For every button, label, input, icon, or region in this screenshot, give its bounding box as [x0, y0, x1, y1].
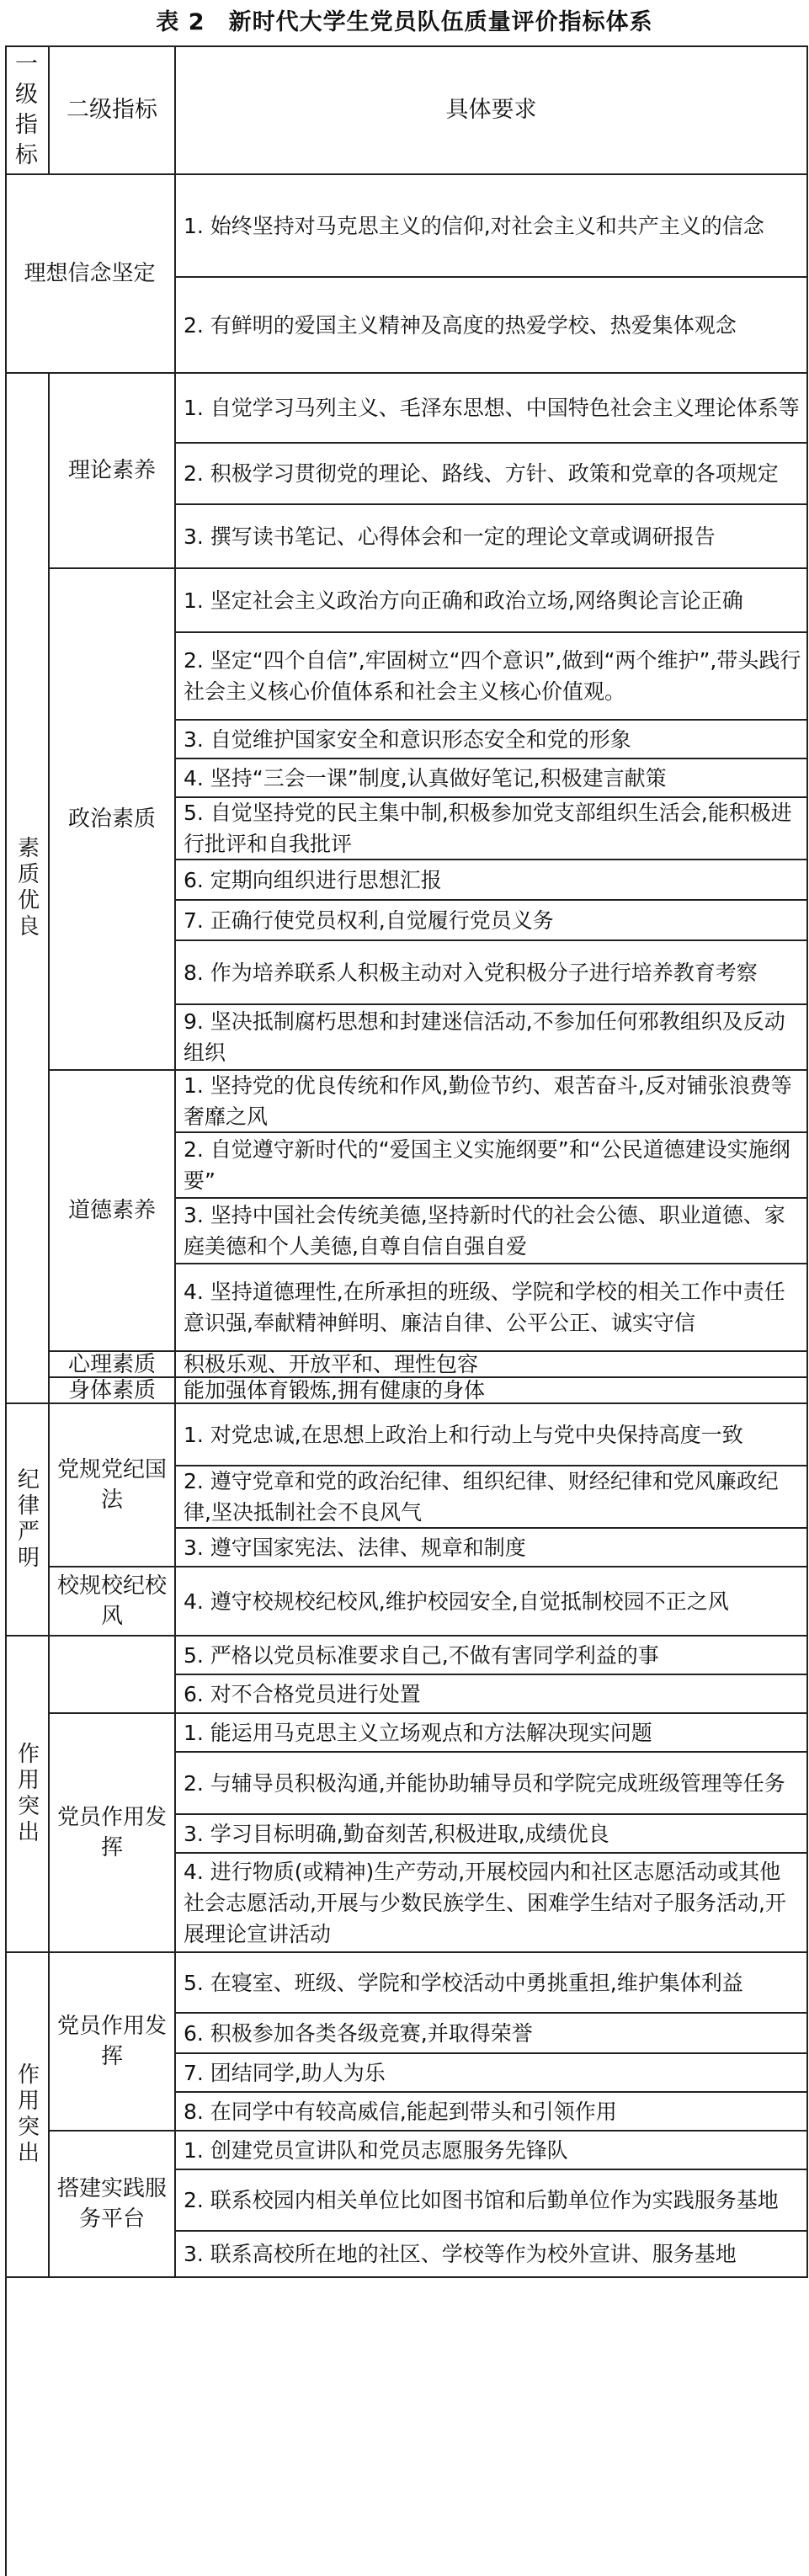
- requirement-cell: [176, 1953, 808, 2014]
- level1-cell: [5, 175, 176, 374]
- header-requirement: [176, 47, 808, 175]
- requirement-text: 1. 坚持党的优良传统和作风,勤俭节约、艰苦奋斗,反对铺张浪费等奢靡之风: [184, 1073, 792, 1129]
- requirement-cell: [176, 2132, 808, 2170]
- level1-cell: [5, 374, 50, 1404]
- requirement-cell: [176, 1753, 808, 1815]
- level2-cell: [50, 1953, 176, 2132]
- level2-label: 道德素养: [67, 1198, 156, 1223]
- requirement-text: 3. 联系高校所在地的社区、学校等作为校外宣讲、服务基地: [184, 2242, 737, 2266]
- requirement-cell: [176, 721, 808, 759]
- requirement-text: 3. 遵守国家宪法、法律、规章和制度: [184, 1535, 526, 1560]
- requirement-text: 3. 撰写读书笔记、心得体会和一定的理论文章或调研报告: [184, 524, 716, 549]
- requirement-cell: [176, 1714, 808, 1753]
- level2-label: 心理素质: [67, 1352, 156, 1377]
- requirement-cell: [176, 1675, 808, 1714]
- requirement-cell: [176, 1637, 808, 1675]
- requirement-cell: [176, 901, 808, 941]
- requirement-text: 8. 在同学中有较高威信,能起到带头和引领作用: [184, 2099, 617, 2124]
- header-level2: [50, 47, 176, 175]
- level1-cell: [5, 1953, 50, 2278]
- level1-label: 纪律严明: [13, 1467, 40, 1572]
- requirement-cell: [176, 1466, 808, 1529]
- requirement-cell: [176, 1404, 808, 1466]
- level2-label: 党规党纪国法: [56, 1457, 167, 1513]
- requirement-cell: [176, 278, 808, 374]
- requirement-cell: [176, 798, 808, 860]
- requirement-cell: [176, 1199, 808, 1264]
- requirement-cell: [176, 2232, 808, 2278]
- requirement-cell: [176, 1264, 808, 1352]
- level2-cell: [50, 374, 176, 569]
- requirement-text: 9. 坚决抵制腐朽思想和封建迷信活动,不参加任何邪教组织及反动组织: [184, 1009, 785, 1065]
- header-requirement-label: 具体要求: [445, 97, 537, 123]
- requirement-text: 能加强体育锻炼,拥有健康的身体: [184, 1378, 485, 1402]
- requirement-text: 6. 定期向组织进行思想汇报: [184, 867, 442, 892]
- requirement-text: 1. 始终坚持对马克思主义的信仰,对社会主义和共产主义的信念: [184, 213, 764, 238]
- requirement-text: 3. 自觉维护国家安全和意识形态安全和党的形象: [184, 726, 631, 752]
- requirement-cell: [176, 633, 808, 721]
- requirement-text: 4. 遵守校规校纪校风,维护校园安全,自觉抵制校园不正之风: [184, 1589, 729, 1614]
- level2-label: 身体素质: [67, 1378, 156, 1403]
- level2-label: 党员作用发挥: [56, 1805, 167, 1860]
- level2-cell: [50, 1567, 176, 1637]
- requirement-text: 4. 进行物质(或精神)生产劳动,开展校园内和社区志愿活动或其他社会志愿活动,开展与少数民族学生、困难学生结对子服务活动,开展理论宣讲活动: [184, 1859, 786, 1946]
- level2-label: 党员作用发挥: [56, 2014, 167, 2069]
- level1-label: 理想信念坚定: [24, 261, 156, 286]
- requirement-cell: [176, 941, 808, 1005]
- level2-cell: [50, 1071, 176, 1352]
- requirement-text: 2. 自觉遵守新时代的“爱国主义实施纲要”和“公民道德建设实施纲要”: [184, 1137, 790, 1193]
- level1-label: 素质优良: [13, 836, 40, 940]
- requirement-cell: [176, 2170, 808, 2232]
- requirement-cell: [176, 2093, 808, 2132]
- requirement-text: 1. 创建党员宣讲队和党员志愿服务先锋队: [184, 2137, 568, 2163]
- level2-label: 搭建实践服务平台: [56, 2176, 167, 2232]
- requirement-text: 5. 自觉坚持党的民主集中制,积极参加党支部组织生活会,能积极进行批评和自我批评: [184, 801, 792, 856]
- requirement-cell: [176, 1854, 808, 1953]
- requirement-text: 5. 在寝室、班级、学院和学校活动中勇挑重担,维护集体利益: [184, 1970, 743, 1995]
- header-level2-label: 二级指标: [67, 97, 157, 123]
- requirement-text: 1. 对党忠诚,在思想上政治上和行动上与党中央保持高度一致: [184, 1422, 743, 1447]
- requirement-text: 2. 积极学习贯彻党的理论、路线、方针、政策和党章的各项规定: [184, 461, 779, 486]
- requirement-cell: [176, 759, 808, 798]
- level2-cell: [50, 2132, 176, 2278]
- requirement-text: 2. 遵守党章和党的政治纪律、组织纪律、财经纪律和党风廉政纪律,坚决抵制社会不良风气: [184, 1469, 779, 1525]
- requirement-text: 4. 坚持道德理性,在所承担的班级、学院和学校的相关工作中责任意识强,奉献精神鲜明、廉洁自律、公平公正、诚实守信: [184, 1280, 785, 1335]
- requirement-cell: [176, 374, 808, 444]
- level1-cell: [5, 1404, 50, 1637]
- requirement-cell: [176, 1071, 808, 1133]
- requirement-text: 3. 坚持中国社会传统美德,坚持新时代的社会公德、职业道德、家庭美德和个人美德,自尊自信自强自爱: [184, 1203, 785, 1259]
- level2-cell: [50, 1378, 176, 1404]
- level2-cell: [50, 1404, 176, 1567]
- requirement-text: 1. 能运用马克思主义立场观点和方法解决现实问题: [184, 1720, 652, 1745]
- requirement-text: 5. 严格以党员标准要求自己,不做有害同学利益的事: [184, 1642, 659, 1668]
- header-level1-label: 一级指标: [15, 51, 38, 168]
- level2-cell: [50, 1714, 176, 1953]
- level1-label: 作用突出: [13, 1742, 40, 1846]
- requirement-text: 积极乐观、开放平和、理性包容: [184, 1352, 479, 1376]
- requirement-text: 7. 团结同学,助人为乐: [184, 2060, 386, 2085]
- requirement-text: 2. 有鲜明的爱国主义精神及高度的热爱学校、热爱集体观念: [184, 312, 737, 338]
- requirement-text: 2. 坚定“四个自信”,牢固树立“四个意识”,做到“两个维护”,带头践行社会主义核心价值体系和社会主义核心价值观。: [184, 648, 801, 704]
- requirement-cell: [176, 175, 808, 278]
- requirement-cell: [176, 1133, 808, 1199]
- requirement-cell: [176, 505, 808, 569]
- requirement-text: 1. 坚定社会主义政治方向正确和政治立场,网络舆论言论正确: [184, 588, 743, 613]
- requirement-cell: [176, 1005, 808, 1071]
- requirement-cell: [176, 569, 808, 633]
- requirement-cell: [176, 860, 808, 901]
- level2-cell: [50, 1352, 176, 1378]
- level2-label: 政治素质: [67, 806, 156, 832]
- requirement-cell: [176, 2054, 808, 2093]
- level2-label: 理论素养: [67, 458, 156, 483]
- level2-cell: [50, 1637, 176, 1714]
- requirement-text: 3. 学习目标明确,勤奋刻苦,积极进取,成绩优良: [184, 1821, 609, 1846]
- level2-label: 校规校纪校风: [56, 1573, 167, 1629]
- requirement-text: 8. 作为培养联系人积极主动对入党积极分子进行培养教育考察: [184, 960, 758, 985]
- header-level1: [5, 47, 50, 175]
- table-caption: 表 2 新时代大学生党员队伍质量评价指标体系: [156, 9, 653, 35]
- level1-cell: [5, 1637, 50, 1953]
- requirement-cell: [176, 444, 808, 505]
- requirement-text: 2. 联系校园内相关单位比如图书馆和后勤单位作为实践服务基地: [184, 2188, 779, 2212]
- level2-cell: [50, 569, 176, 1071]
- requirement-text: 1. 自觉学习马列主义、毛泽东思想、中国特色社会主义理论体系等: [184, 396, 800, 420]
- requirement-cell: [176, 1529, 808, 1567]
- requirement-text: 7. 正确行使党员权利,自觉履行党员义务: [184, 907, 554, 933]
- requirement-cell: [176, 1352, 808, 1378]
- level1-label: 作用突出: [13, 2062, 40, 2167]
- requirement-cell: [176, 2014, 808, 2054]
- requirement-text: 6. 对不合格党员进行处置: [184, 1681, 421, 1706]
- requirement-text: 6. 积极参加各类各级竞赛,并取得荣誉: [184, 2020, 533, 2046]
- requirement-cell: [176, 1378, 808, 1404]
- requirement-cell: [176, 1815, 808, 1854]
- requirement-text: 4. 坚持“三会一课”制度,认真做好笔记,积极建言献策: [184, 765, 667, 790]
- requirement-cell: [176, 1567, 808, 1637]
- requirement-text: 2. 与辅导员积极沟通,并能协助辅导员和学院完成班级管理等任务: [184, 1770, 785, 1796]
